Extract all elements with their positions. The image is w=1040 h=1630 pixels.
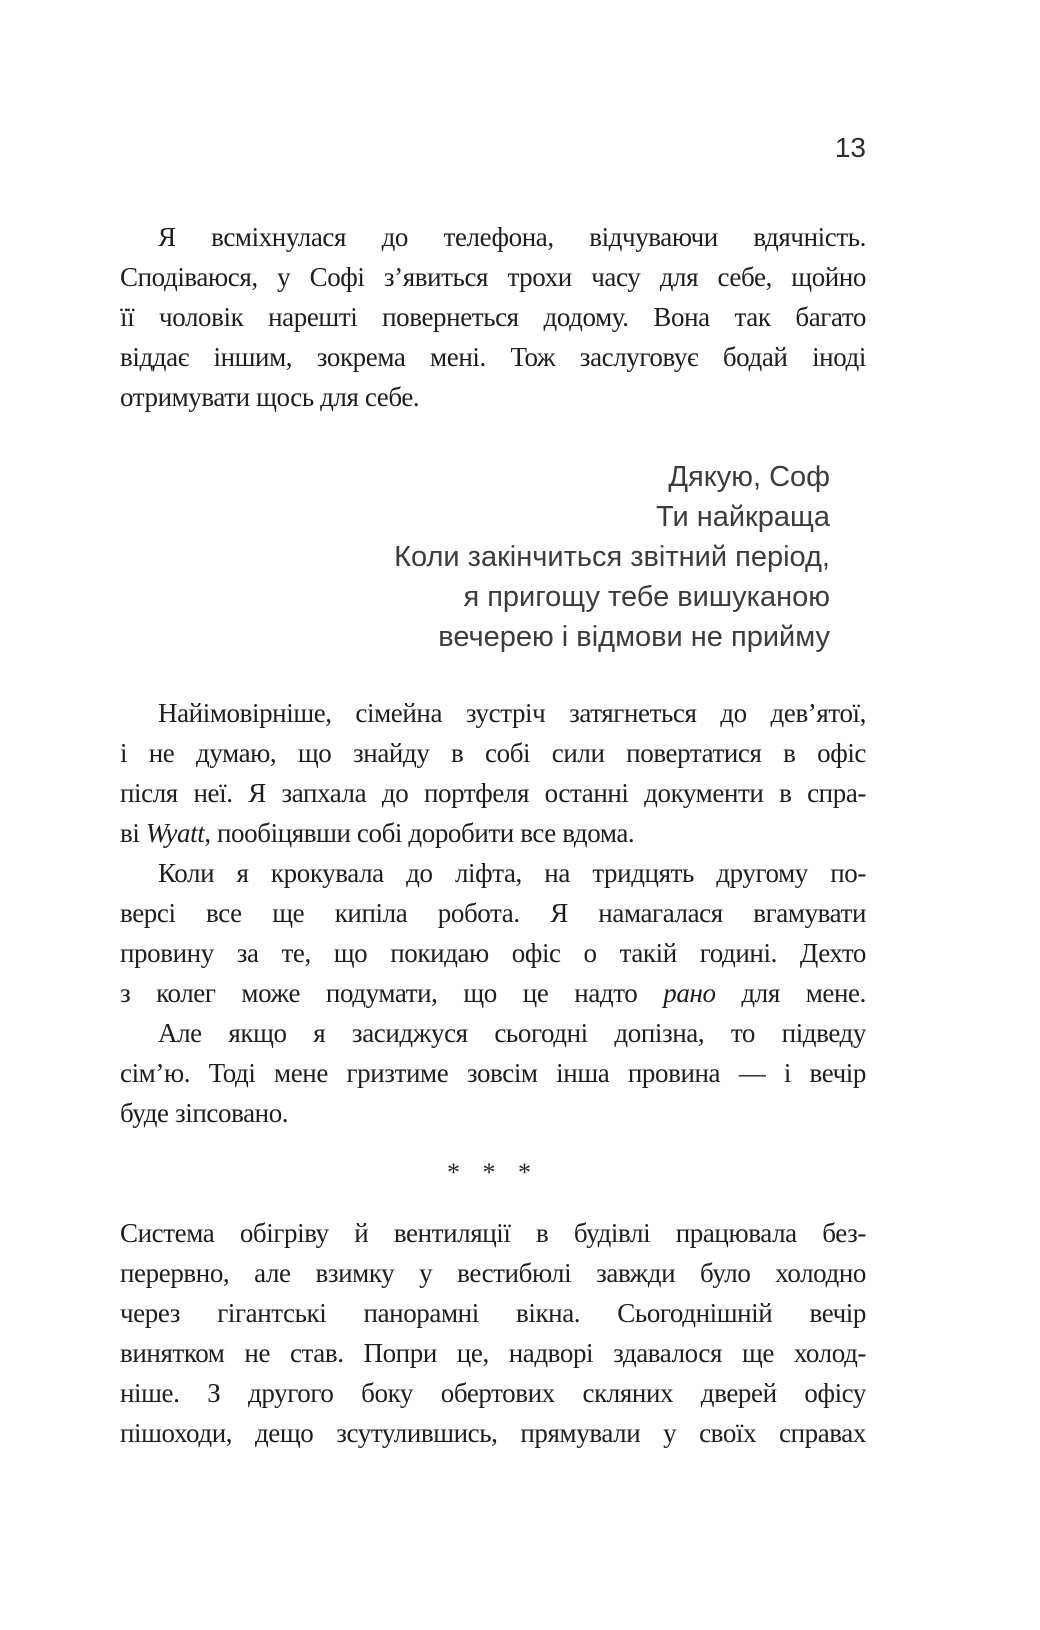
body-text: ві: [120, 818, 146, 848]
paragraph: [120, 1013, 866, 1133]
body-line: версі все ще кипіла робота. Я намагалася вгамувати: [120, 898, 866, 928]
body-line: пішоходи, дещо зсутулившись, прямували у своїх справах: [120, 1418, 866, 1448]
body-line: після неї. Я запхала до портфеля останні документи в спра-: [120, 778, 866, 808]
body-line: Система обігріву й вентиляції в будівлі працювала без-: [120, 1218, 866, 1248]
message-line: Дякую, Соф: [668, 461, 830, 493]
body-line: [120, 813, 866, 853]
paragraph: [120, 853, 866, 1013]
page-number: 13: [834, 132, 866, 163]
body-line: буде зіпсовано.: [120, 1098, 289, 1128]
body-line: отримувати щось для себе.: [120, 382, 420, 412]
message-line: Коли закінчиться звітний період,: [394, 541, 830, 573]
paragraph: [120, 693, 866, 853]
paragraph: [120, 1213, 866, 1453]
body-line: її чоловік нарешті повернеться додому. Вона так багато: [120, 302, 866, 332]
body-text: для мене.: [715, 978, 866, 1008]
body-line: Сподіваюся, у Софі з’явиться трохи часу для себе, щойно: [120, 262, 866, 292]
body-text: з колег може подумати, що це надто: [120, 978, 664, 1008]
body-line: і не думаю, що знайду в собі сили повертатися в офіс: [120, 738, 866, 768]
text-message-quote: [120, 457, 866, 657]
body-line: [120, 973, 866, 1013]
body-line: Але якщо я засиджуся сьогодні допізна, то підведу: [158, 1018, 866, 1048]
scene-separator: * * *: [447, 1158, 539, 1187]
body-line: сім’ю. Тоді мене гризтиме зовсім інша провина — і вечір: [120, 1058, 866, 1088]
body-line: Я всміхнулася до телефона, відчуваючи вдячність.: [158, 222, 866, 252]
body-line: через гігантські панорамні вікна. Сьогоднішній вечір: [120, 1298, 866, 1328]
body-line: Коли я крокувала до ліфта, на тридцять другому по-: [158, 858, 866, 888]
body-line: Найімовірніше, сімейна зустріч затягнеться до дев’ятої,: [158, 698, 866, 728]
body-line: віддає іншим, зокрема мені. Тож заслуговує бодай іноді: [120, 342, 866, 372]
body-line: ніше. З другого боку обертових скляних дверей офісу: [120, 1378, 866, 1408]
message-line: Ти найкраща: [656, 501, 830, 533]
message-line: я пригощу тебе вишуканою: [463, 581, 830, 613]
body-text: , пообіцявши собі доробити все вдома.: [204, 818, 635, 848]
paragraph: [120, 217, 866, 417]
body-line: провину за те, що покидаю офіс о такій годині. Дехто: [120, 938, 866, 968]
body-line: винятком не став. Попри це, надворі здавалося ще холод-: [120, 1338, 866, 1368]
body-line: перервно, але взимку у вестибюлі завжди було холодно: [120, 1258, 866, 1288]
message-line: вечерею і відмови не прийму: [438, 621, 830, 653]
italic-case-name: Wyatt: [145, 818, 205, 848]
italic-emphasis: рано: [663, 978, 716, 1008]
